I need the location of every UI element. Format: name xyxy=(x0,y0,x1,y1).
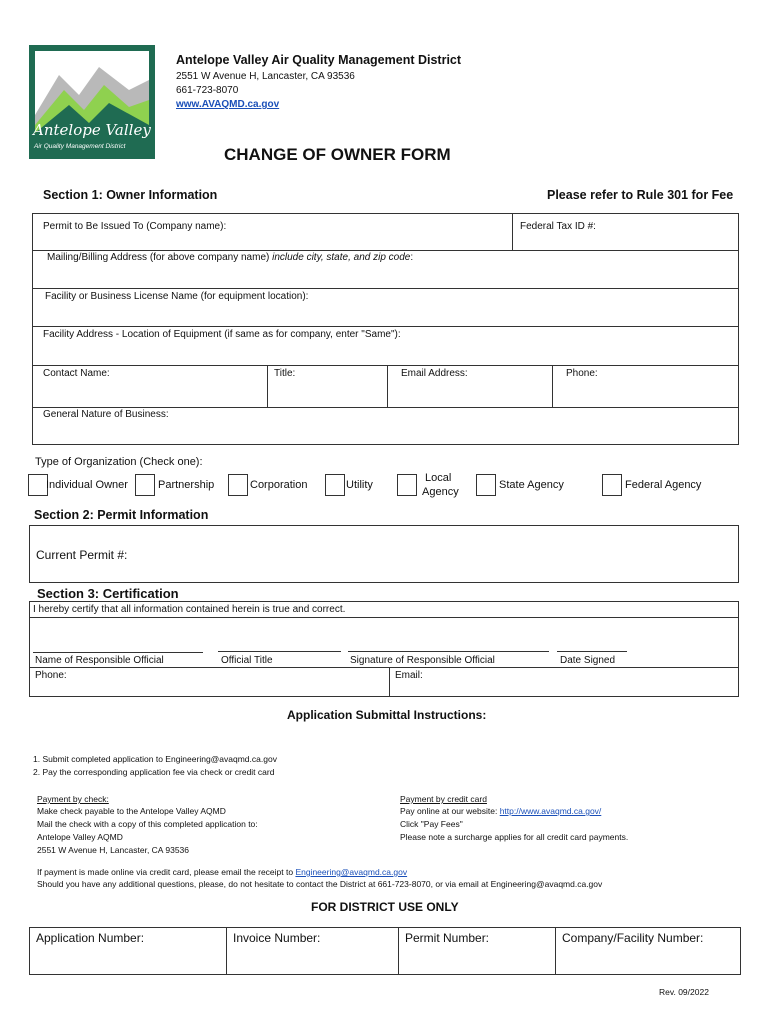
official-title-label: Official Title xyxy=(221,655,273,666)
state-agency-checkbox[interactable] xyxy=(476,474,496,496)
revision-date: Rev. 09/2022 xyxy=(659,987,709,997)
org-address: 2551 W Avenue H, Lancaster, CA 93536 xyxy=(176,71,355,82)
section3-title: Section 3: Certification xyxy=(37,586,179,601)
official-name-line[interactable] xyxy=(33,652,203,653)
org-name: Antelope Valley Air Quality Management District xyxy=(176,53,462,67)
cert-phone-field[interactable]: Phone: xyxy=(35,670,67,681)
district-logo xyxy=(29,45,155,159)
permit-to-field[interactable]: Permit to Be Issued To (Company name): xyxy=(43,221,227,232)
check-line2: Mail the check with a copy of this completed application to: xyxy=(37,819,258,829)
local-agency-checkbox[interactable] xyxy=(397,474,417,496)
permit-number-field[interactable]: Permit Number: xyxy=(405,931,490,945)
org-type-label: Type of Organization (Check one): xyxy=(35,456,203,468)
questions-note: Should you have any additional questions, please, do not hesitate to contact the District at 661-723-8070, or via email at Engineering@avaqmd.ca.gov xyxy=(37,879,603,889)
website-link[interactable]: www.AVAQMD.ca.gov xyxy=(176,99,280,110)
email-field[interactable]: Email Address: xyxy=(401,368,468,379)
credit-line1: Pay online at our website: http://www.avaqmd.ca.gov/ xyxy=(400,806,602,816)
phone-field[interactable]: Phone: xyxy=(566,368,598,379)
official-title-line[interactable] xyxy=(218,651,341,652)
current-permit-box[interactable] xyxy=(29,525,739,583)
utility-checkbox[interactable] xyxy=(325,474,345,496)
corporation-label: Corporation xyxy=(250,479,308,491)
check-line3: Antelope Valley AQMD xyxy=(37,832,123,842)
check-payment-heading: Payment by check: xyxy=(37,794,109,804)
instruction-step2: 2. Pay the corresponding application fee via check or credit card xyxy=(33,767,275,777)
mailing-address-field[interactable]: Mailing/Billing Address (for above company name) include city, state, and zip code: xyxy=(47,252,414,263)
local-agency-label-2: Agency xyxy=(422,486,459,498)
name-official-label: Name of Responsible Official xyxy=(35,655,164,666)
state-agency-label: State Agency xyxy=(499,479,564,491)
title-field[interactable]: Title: xyxy=(274,368,296,379)
federal-agency-checkbox[interactable] xyxy=(602,474,622,496)
credit-line3: Please note a surcharge applies for all credit card payments. xyxy=(400,832,629,842)
contact-name-field[interactable]: Contact Name: xyxy=(43,368,110,379)
engineering-email-link[interactable]: Engineering@avaqmd.ca.gov xyxy=(295,867,408,877)
certify-statement: I hereby certify that all information contained herein is true and correct. xyxy=(33,604,346,615)
section1-title: Section 1: Owner Information xyxy=(43,188,218,202)
district-use-title: FOR DISTRICT USE ONLY xyxy=(311,900,459,914)
org-phone: 661-723-8070 xyxy=(176,85,239,96)
credit-line2: Click "Pay Fees" xyxy=(400,819,463,829)
invoice-number-field[interactable]: Invoice Number: xyxy=(233,931,321,945)
federal-tax-field[interactable]: Federal Tax ID #: xyxy=(520,221,596,232)
current-permit-label: Current Permit #: xyxy=(36,548,128,562)
section2-title: Section 2: Permit Information xyxy=(34,508,209,522)
company-facility-number-field[interactable]: Company/Facility Number: xyxy=(562,931,704,945)
date-signed-label: Date Signed xyxy=(560,655,616,666)
pay-online-link[interactable]: http://www.avaqmd.ca.gov/ xyxy=(499,806,602,816)
cert-email-field[interactable]: Email: xyxy=(395,670,423,681)
corporation-checkbox[interactable] xyxy=(228,474,248,496)
logo-text-main: Antelope Valley xyxy=(33,121,151,139)
credit-payment-heading: Payment by credit card xyxy=(400,794,487,804)
instructions-title: Application Submittal Instructions: xyxy=(287,708,487,722)
check-line1: Make check payable to the Antelope Valley AQMD xyxy=(37,806,226,816)
partnership-label: Partnership xyxy=(158,479,215,491)
fee-note: Please refer to Rule 301 for Fee xyxy=(547,188,734,202)
nature-of-business-field[interactable]: General Nature of Business: xyxy=(43,409,169,420)
mountain-logo-icon xyxy=(29,45,155,159)
federal-agency-label: Federal Agency xyxy=(625,479,702,491)
individual-owner-label: Individual Owner xyxy=(46,479,128,491)
local-agency-label-1: Local xyxy=(425,472,452,484)
instruction-step1: 1. Submit completed application to Engineering@avaqmd.ca.gov xyxy=(33,754,277,764)
date-signed-line[interactable] xyxy=(557,651,627,652)
facility-name-field[interactable]: Facility or Business License Name (for equipment location): xyxy=(45,291,309,302)
facility-address-field[interactable]: Facility Address - Location of Equipment (if same as for company, enter "Same"): xyxy=(43,329,401,340)
receipt-note: If payment is made online via credit card, please email the receipt to Engineering@avaqmd.ca.gov xyxy=(37,867,408,877)
check-line4: 2551 W Avenue H, Lancaster, CA 93536 xyxy=(37,845,190,855)
signature-label: Signature of Responsible Official xyxy=(350,655,495,666)
individual-owner-checkbox[interactable] xyxy=(28,474,48,496)
logo-text-sub: Air Quality Management District xyxy=(34,143,126,150)
application-number-field[interactable]: Application Number: xyxy=(36,931,145,945)
partnership-checkbox[interactable] xyxy=(135,474,155,496)
utility-label: Utility xyxy=(346,479,373,491)
form-title: CHANGE OF OWNER FORM xyxy=(224,145,451,164)
signature-line[interactable] xyxy=(348,651,549,652)
certification-box xyxy=(29,601,739,697)
